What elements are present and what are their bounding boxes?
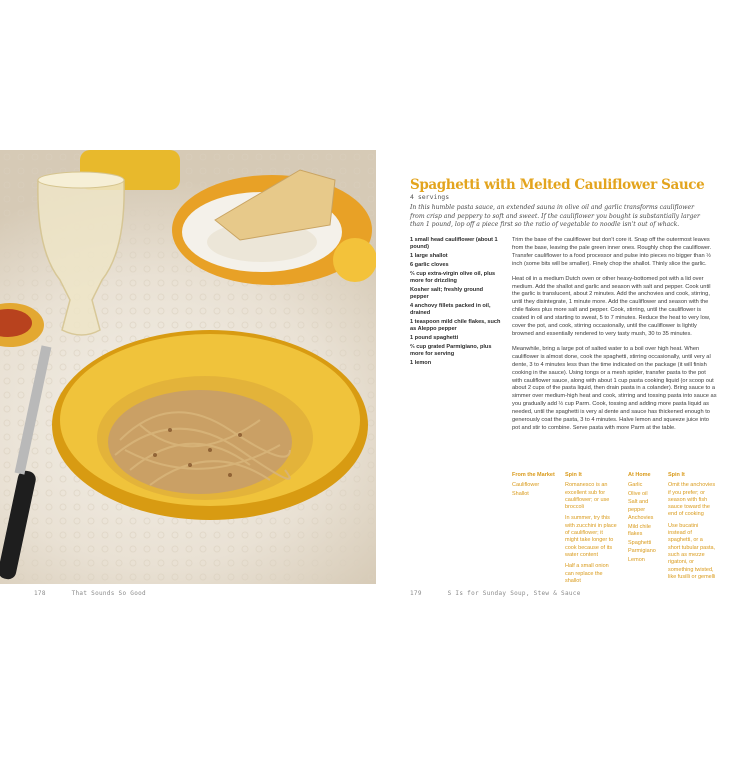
list-item: Shallot [512, 490, 529, 497]
spin-it-column [565, 472, 617, 589]
method-paragraph: Trim the base of the cauliflower but don't core it. Snap off the outermost leaves from the base, leaving the pale green inner ones. Roughly chop the cauliflower. Transfer cauliflower to a food processor and pulse into pieces no bigger than ½ inch (some bits will be smaller). Finely chop the shallot. Thinly slice the garlic. [512, 237, 712, 267]
recipe-intro: In this humble pasta sauce, an extended sauna in olive oil and garlic transforms cauliflower from crisp and peppery to soft and sweet. If the cauliflower you bought is substantially larger than 1 pound, lop off a piece first so the ratio of vegetable to noodle isn't out of whack. [410, 204, 700, 229]
list-item: Salt and pepper [628, 499, 649, 513]
right-running-title: S Is for Sunday Soup, Stew & Sauce [447, 590, 581, 597]
list-item: Cauliflower [512, 482, 540, 489]
list-item: Romanesco is an excellent sub for cauliflower; or use broccoli [565, 482, 610, 511]
column-heading: From the Market [512, 472, 555, 478]
ingredient: 1 pound spaghetti [410, 334, 459, 341]
ingredient: 1 large shallot [410, 253, 448, 260]
column-heading: Spin It [565, 472, 582, 478]
method-paragraph: Heat oil in a medium Dutch oven or other heavy-bottomed pot with a lid over medium. Add the shallot and garlic and season with salt and pepper. Cook until the garlic is translucent, about 2 minutes. Add the anchovies and cook, stirring, until they disintegrate, 1 minute more. Add the cauliflower and season with the chile flakes plus more salt and pepper. Cook, stirring, until the cauliflower is coated in oil and starting to sweat, 5 to 7 minutes. Reduce the heat to very low, cover the pot, and cook, stirring occasionally, until the cauliflower is lightly browned and essentially rendered to very tasty mush, 30 to 35 minutes. [512, 275, 711, 337]
recipe-servings: 4 servings [410, 193, 450, 201]
from-market-column [512, 472, 562, 499]
left-page-number: 178 [34, 590, 46, 597]
list-item: Parmigiano [628, 548, 656, 555]
list-item: Spaghetti [628, 539, 652, 546]
list-item: Omit the anchovies if you prefer; or season with fish sauce toward the end of cooking [668, 482, 716, 518]
recipe-title: Spaghetti with Melted Cauliflower Sauce [410, 177, 705, 193]
ingredient: 4 anchovy fillets packed in oil, drained [410, 302, 491, 317]
spin-it-column-2 [668, 472, 716, 585]
list-item: Garlic [628, 482, 643, 489]
list-item: Use bucatini instead of spaghetti, or a short tubular pasta, such as mezze rigatoni, or something twisted, like fusilli or gemelli [668, 522, 716, 580]
method-paragraph: Meanwhile, bring a large pot of salted water to a boil over high heat. When cauliflower is almost done, cook the spaghetti, stirring occasionally, until very al dente, 3 to 4 minutes less than the time indicated on the package (it will finish cooking in the sauce). Using tongs or a mesh spider, transfer pasta to the pot with cauliflower sauce, along with about 1 cup pasta cooking liquid (or scoop out about 2 cups of the pasta liquid, then drain pasta in a colander). Bring sauce to a simmer over medium-high heat and cook, stirring and tossing pasta into sauce as you gradually add ½ cup Parm. Cook, tossing and adding more pasta liquid as needed, until the spaghetti is very al dente and sauce has thickened enough to generously coat the pasta, 3 to 4 minutes. Halve lemon and squeeze juice into pot and stir to combine. Serve pasta with more Parm at the table. [512, 345, 717, 431]
list-item: Lemon [628, 557, 645, 564]
list-item: Half a small onion can replace the shallot [565, 563, 609, 584]
ingredient-list [410, 237, 502, 368]
list-item: Olive oil [628, 490, 648, 497]
left-running-title: That Sounds So Good [71, 590, 146, 597]
right-footer [410, 590, 581, 597]
ingredient: 6 garlic cloves [410, 261, 449, 268]
ingredient: 1 small head cauliflower (about 1 pound) [410, 237, 498, 251]
list-item: In summer, try this with zucchini in place of cauliflower; it might take longer to cook because of its water content [565, 515, 617, 558]
left-footer [34, 590, 146, 597]
ingredient: Kosher salt; freshly ground pepper [410, 286, 484, 301]
ingredient: ⅔ cup grated Parmigiano, plus more for serving [410, 343, 492, 358]
method-text [512, 237, 717, 440]
list-item: Anchovies [628, 515, 654, 522]
at-home-column [628, 472, 664, 566]
column-heading: Spin It [668, 472, 685, 478]
ingredient: 1 lemon [410, 359, 432, 366]
ingredient: 1 teaspoon mild chile flakes, such as Aleppo pepper [410, 318, 501, 333]
recipe-photo [0, 150, 376, 584]
column-heading: At Home [628, 472, 651, 478]
photo-illustration [0, 150, 376, 584]
right-page-number: 179 [410, 590, 422, 597]
ingredient: ⅔ cup extra-virgin olive oil, plus more for drizzling [410, 270, 496, 284]
list-item: Mild chile flakes [628, 523, 651, 538]
